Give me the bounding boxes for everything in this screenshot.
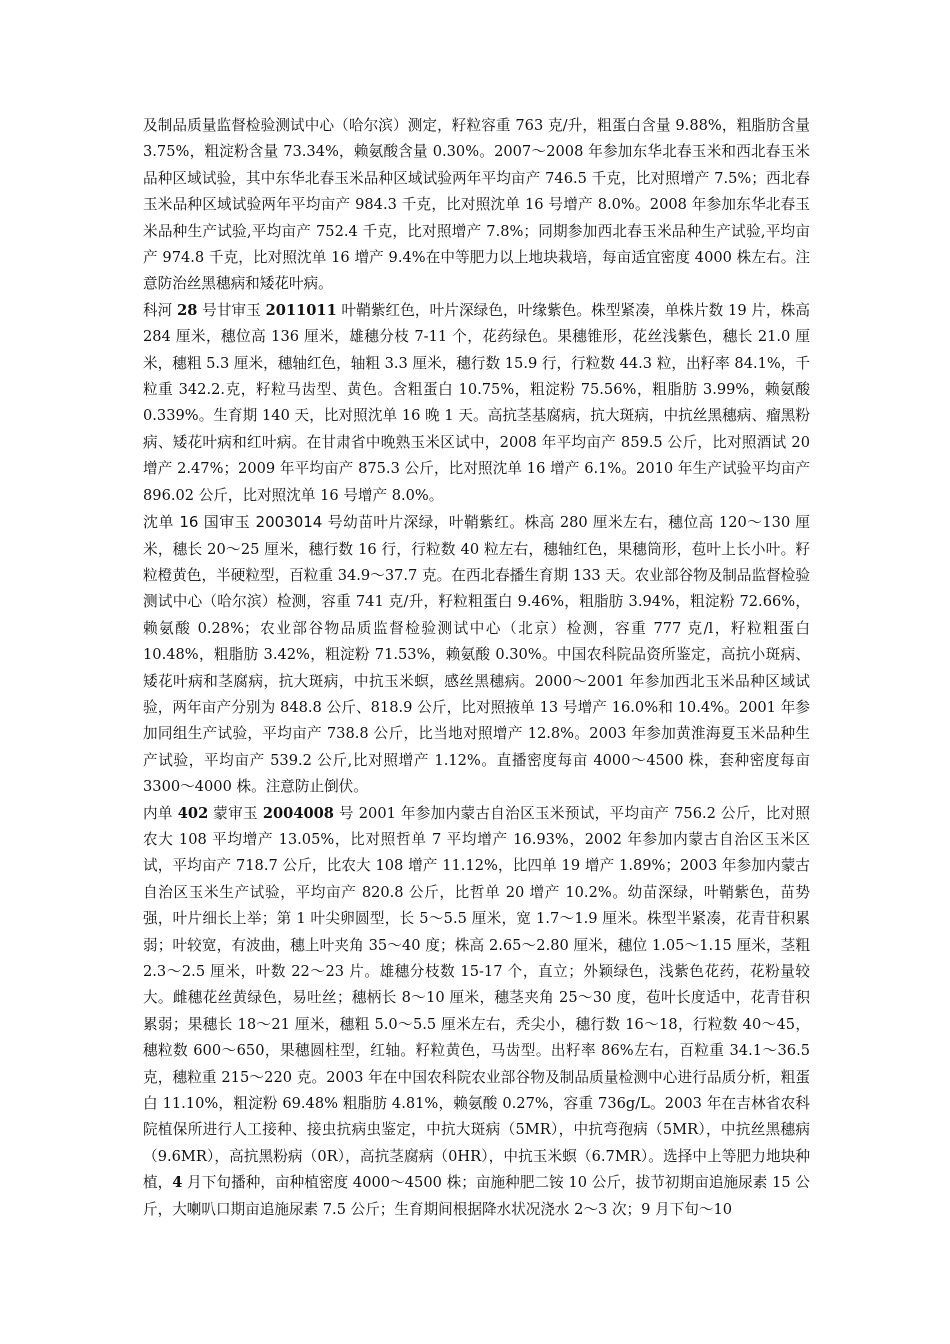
variety-number: 402 [177, 804, 209, 822]
paragraph-text: 叶鞘紫红色，叶片深绿色，叶缘紫色。株型紧凑，单株片数 19 片，株高 284 厘米，穗位高 136 厘米，雄穗分枝 7-11 个，花药绿色。果穗锥形，花丝浅紫色，穗长 21.0 厘米，穗粗 5.3 厘米，穗轴红色，轴粗 3.3 厘米，穗行数 15.9 行，行粒数 44.3 粒，出籽率 84.1%，千粒重 342.2.克，籽粒马齿型、黄色。含粗蛋白 10.75%，粗淀粉 75.56%，粗脂肪 3.99%，赖氨酸 0.339%。生育期 140 天，比对照沈单 16 晚 1 天。高抗茎基腐病，抗大斑病，中抗丝黑穗病、瘤黑粉病、矮花叶病和红叶病。在甘肃省中晚熟玉米区试中，2008 年平均亩产 859.5 公斤，比对照酒试 20 增产 2.47%；2009 年平均亩产 875.3 公斤，比对照沈单 16 增产 6.1%。2010 年生产试验平均亩产 896.02 公斤，比对照沈单 16 号增产 8.0%。 [143, 301, 810, 504]
approval-label: 号甘审玉 [197, 301, 266, 319]
approval-label: 蒙审玉 [208, 804, 263, 822]
variety-number: 28 [177, 301, 198, 319]
approval-suffix: 号 [333, 804, 354, 822]
paragraph-variety-shendan-16 [143, 509, 810, 800]
variety-heading: 沈单 16 国审玉 2003014 号 [143, 513, 344, 532]
approval-number: 2011011 [265, 301, 337, 319]
paragraph-text: 及制品质量监督检验测试中心（哈尔滨）测定，籽粒容重 763 克/升，粗蛋白含量 9.88%，粗脂肪含量 3.75%，粗淀粉含量 73.34%，赖氨酸含量 0.30%。2007～2008 年参加东华北春玉米和西北春玉米品种区域试验，其中东华北春玉米品种区域试验两年平均亩产 746.5 千克，比对照增产 7.5%；西北春玉米品种区域试验两年平均亩产 984.3 千克，比对照沈单 16 号增产 8.0%。2008 年参加东华北春玉米品种生产试验,平均亩产 752.4 千克，比对照增产 7.8%；同期参加西北春玉米品种生产试验,平均亩产 974.8 千克，比对照沈单 16 增产 9.4%在中等肥力以上地块栽培，每亩适宜密度 4000 株左右。注意防治丝黑穗病和矮花叶病。 [143, 117, 810, 293]
variety-heading [143, 302, 337, 319]
paragraph-continuation [143, 113, 810, 298]
sowing-month: 4 [172, 1174, 183, 1192]
approval-number: 2004008 [262, 804, 334, 822]
paragraph-tail-text: 月下旬播种，亩种植密度 4000～4500 株；亩施种肥二铵 10 公斤，拔节初期亩追施尿素 15 公斤，大喇叭口期亩追施尿素 7.5 公斤；生育期间根据降水状况浇水 2～3 次；9 月下旬～10 [143, 1174, 810, 1218]
paragraph-variety-neidan-402 [143, 801, 810, 1224]
document-page [143, 113, 810, 1223]
variety-name: 内单 [143, 804, 178, 822]
paragraph-text: 幼苗叶片深绿，叶鞘紫红。株高 280 厘米左右，穗位高 120～130 厘米，穗长 20～25 厘米，穗行数 16 行，行粒数 40 粒左右，穗轴红色，果穗筒形，苞叶上长小叶。籽粒橙黄色，半硬粒型，百粒重 34.9～37.7 克。在西北春播生育期 133 天。农业部谷物及制品监督检验测试中心（哈尔滨）检测，容重 741 克/升，籽粒粗蛋白 9.46%，粗脂肪 3.94%，粗淀粉 72.66%，赖氨酸 0.28%；农业部谷物品质监督检验测试中心（北京）检测，容重 777 克/l，籽粒粗蛋白 10.48%，粗脂肪 3.42%，粗淀粉 71.53%，赖氨酸 0.30%。中国农科院品资所鉴定，高抗小斑病、矮花叶病和茎腐病，抗大斑病，中抗玉米螟，感丝黑穗病。2000～2001 年参加西北玉米品种区域试验，两年亩产分别为 848.8 公斤、818.9 公斤，比对照掖单 13 号增产 16.0%和 10.4%。2001 年参加同组生产试验，平均亩产 738.8 公斤，比当地对照增产 12.8%。2003 年参加黄淮海夏玉米品种生产试验，平均亩产 539.2 公斤,比对照增产 1.12%。直播密度每亩 4000～4500 株，套种密度每亩 3300～4000 株。注意防止倒伏。 [143, 514, 810, 796]
variety-name: 科河 [143, 301, 178, 319]
variety-heading [143, 805, 354, 822]
paragraph-variety-kehe-28 [143, 298, 810, 509]
paragraph-text: 2001 年参加内蒙古自治区玉米预试，平均亩产 756.2 公斤，比对照农大 108 平均增产 13.05%，比对照哲单 7 平均增产 16.93%，2002 年参加内蒙古自治区玉米区试，平均亩产 718.7 公斤，比农大 108 增产 11.12%，比四单 19 增产 1.89%；2003 年参加内蒙古自治区玉米生产试验，平均亩产 820.8 公斤，比哲单 20 增产 10.2%。幼苗深绿，叶鞘紫色，苗势强，叶片细长上举；第 1 叶尖卵圆型，长 5～5.5 厘米，宽 1.7～1.9 厘米。株型半紧凑，花青苷积累弱；叶较宽，有波曲，穗上叶夹角 35～40 度；株高 2.65～2.80 厘米，穗位 1.05～1.15 厘米，茎粗 2.3～2.5 厘米，叶数 22～23 片。雄穗分枝数 15-17 个，直立；外颖绿色，浅紫色花药，花粉量较大。雌穗花丝黄绿色，易吐丝；穗柄长 8～10 厘米，穗茎夹角 25～30 度，苞叶长度适中，花青苷积累弱；果穗长 18～21 厘米，穗粗 5.0～5.5 厘米左右，秃尖小，穗行数 16～18，行粒数 40～45，穗粒数 600～650，果穗圆柱型，红轴。籽粒黄色，马齿型。出籽率 86%左右，百粒重 34.1～36.5 克，穗粒重 215～220 克。2003 年在中国农科院农业部谷物及制品质量检测中心进行品质分析，粗蛋白 11.10%，粗淀粉 69.48% 粗脂肪 4.81%，赖氨酸 0.27%，容重 736g/L。2003 年在吉林省农科院植保所进行人工接种、接虫抗病虫鉴定，中抗大斑病（5MR），中抗弯孢病（5MR），中抗丝黑穗病（9.6MR），高抗黑粉病（0R），高抗茎腐病（0HR），中抗玉米螟（6.7MR）。选择中上等肥力地块种植， [143, 804, 810, 1192]
